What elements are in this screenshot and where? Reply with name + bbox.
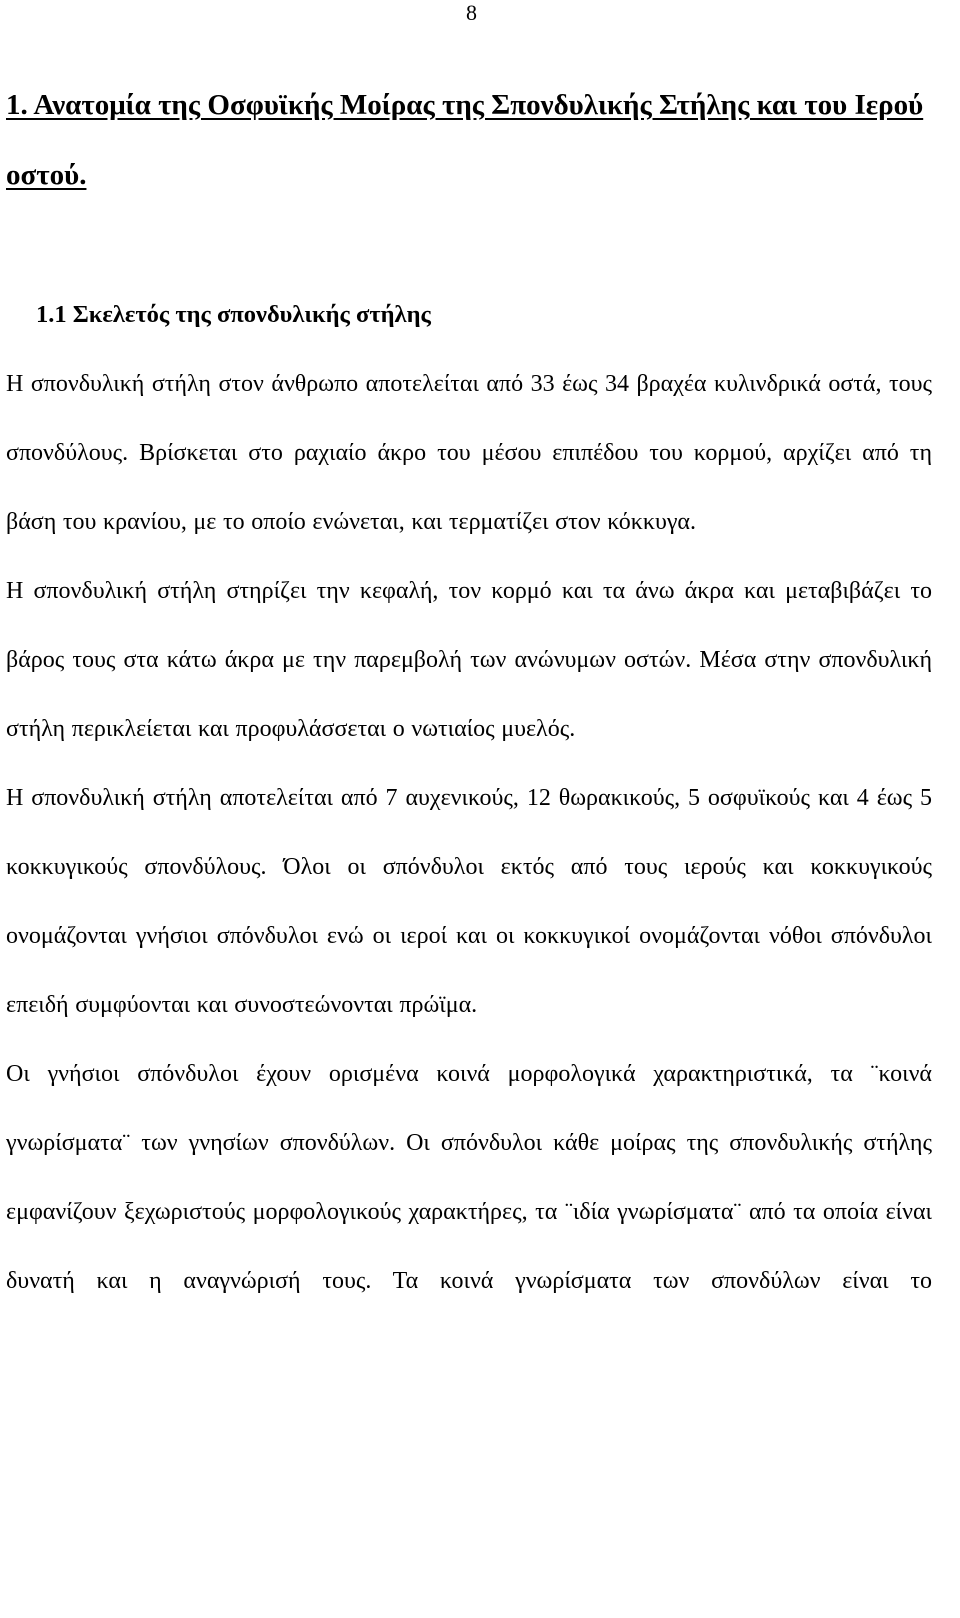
document-body (6, 70, 932, 1316)
chapter-title: 1. Ανατομία της Οσφυϊκής Μοίρας της Σπονδυλικής Στήλης και του Ιερού οστού. (6, 89, 924, 191)
paragraph-vertebral-composition: Η σπονδυλική στήλη στον άνθρωπο αποτελείται από 33 έως 34 βραχέα κυλινδρικά οστά, τους σπονδύλους. Βρίσκεται στο ραχιαίο άκρο του μέσου επιπέδου του κορμού, αρχίζει από τη βάση του κρανίου, με το οποίο ενώνεται, και τερματίζει στον κόκκυγα. (6, 371, 932, 535)
page-number: 8 (466, 0, 477, 25)
section-title: 1.1 Σκελετός της σπονδυλικής στήλης (36, 301, 431, 328)
paragraph-vertebra-counts: Η σπονδυλική στήλη αποτελείται από 7 αυχενικούς, 12 θωρακικούς, 5 οσφυϊκούς και 4 έως 5 κοκκυγικούς σπονδύλους. Όλοι οι σπόνδυλοι εκτός από τους ιερούς και κοκκυγικούς ονομάζονται γνήσιοι σπόνδυλοι ενώ οι ιεροί και οι κοκκυγικοί ονομάζονται νόθοι σπόνδυλοι επειδή συμφύονται και συνοστεώνονται πρώϊμα. (6, 785, 932, 1018)
paragraph-spine-function: Η σπονδυλική στήλη στηρίζει την κεφαλή, τον κορμό και τα άνω άκρα και μεταβιβάζει το βάρος τους στα κάτω άκρα με την παρεμβολή των ανώνυμων οστών. Μέσα στην σπονδυλική στήλη περικλείεται και προφυλάσσεται ο νωτιαίος μυελός. (6, 578, 932, 742)
spacer (6, 210, 932, 280)
paragraph-common-features: Οι γνήσιοι σπόνδυλοι έχουν ορισμένα κοινά μορφολογικά χαρακτηριστικά, τα ¨κοινά γνωρίσματα¨ των γνησίων σπονδύλων. Οι σπόνδυλοι κάθε μοίρας της σπονδυλικής στήλης εμφανίζουν ξεχωριστούς μορφολογικούς χαρακτήρες, τα ¨ιδία γνωρίσματα¨ από τα οποία είναι δυνατή και η αναγνώρισή τους. Τα κοινά γνωρίσματα των σπονδύλων είναι το (6, 1061, 932, 1294)
